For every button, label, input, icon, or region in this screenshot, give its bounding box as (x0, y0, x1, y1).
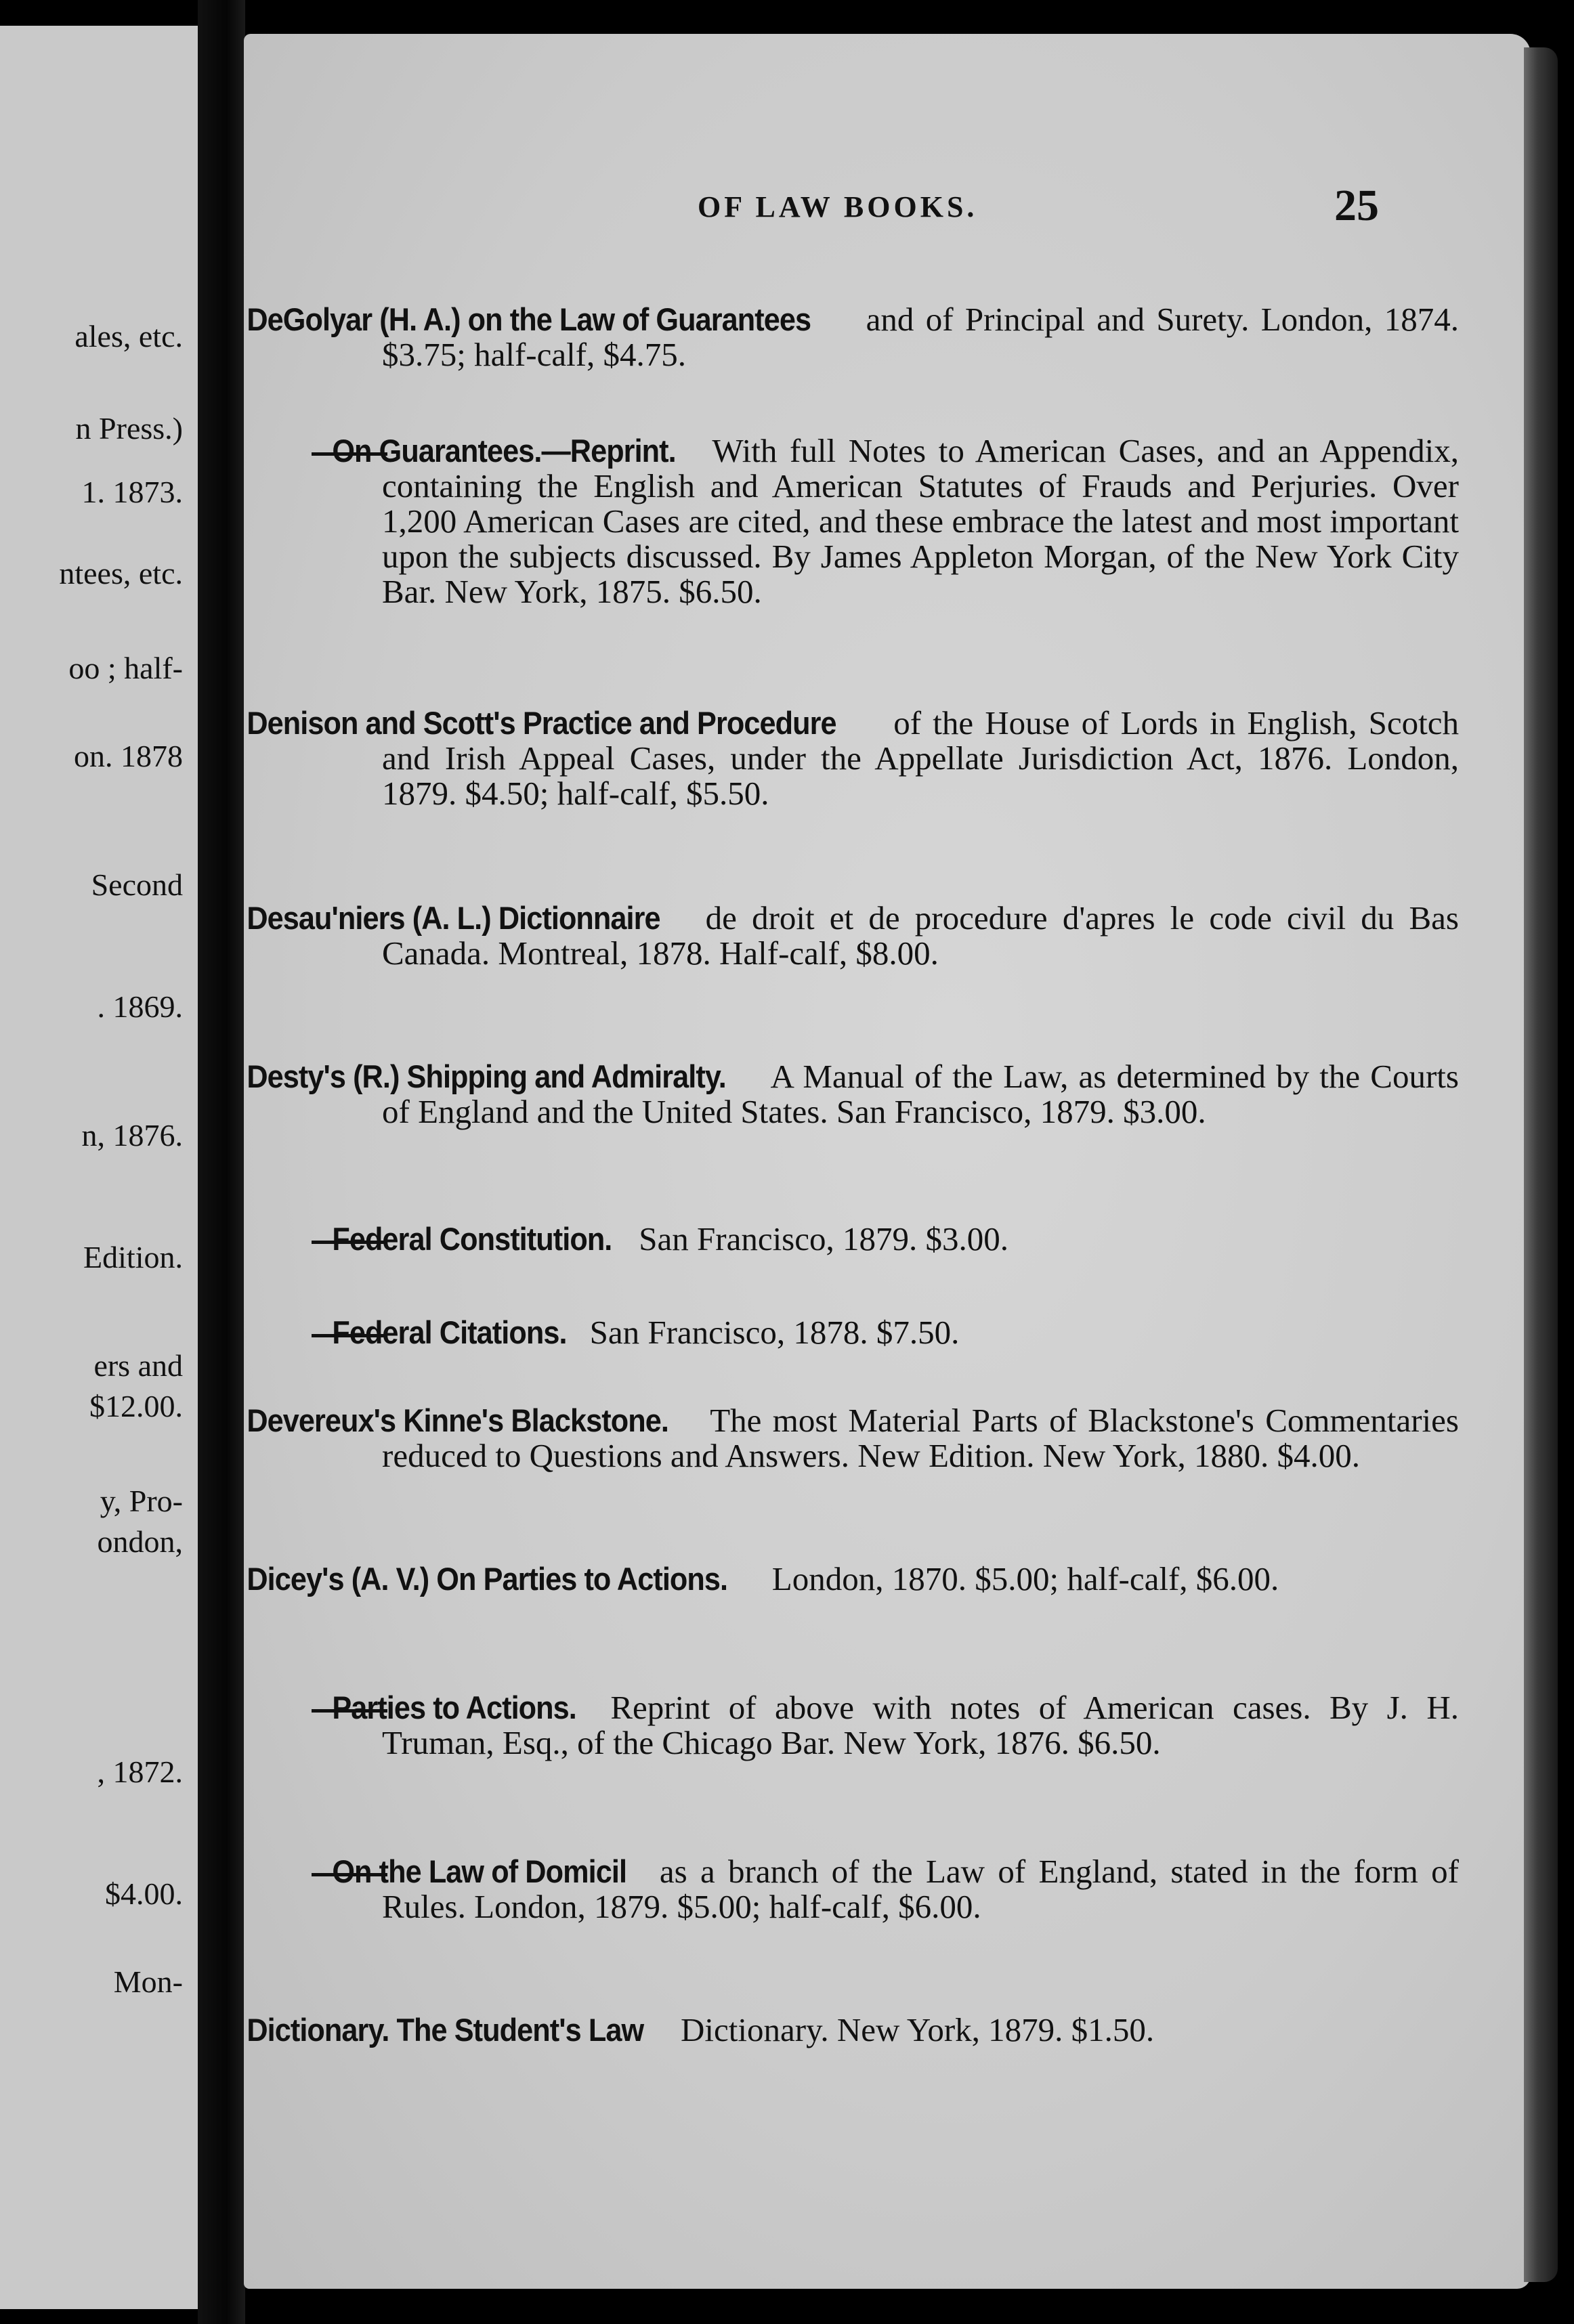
entry-description: and of Principal and Surety. London, 1874. $3.75; half-calf, $4.75. (382, 301, 1459, 373)
entry-heading: On Guarantees.—Reprint. (332, 433, 676, 469)
entry-description: as a branch of the Law of England, stated in the form of Rules. London, 1879. $5.00; half-calf, $6.00. (382, 1853, 1459, 1925)
left-page-text-fragment: , 1872. (97, 1755, 183, 1789)
left-page-text-fragment: $4.00. (105, 1876, 183, 1911)
entry-heading: Federal Citations. (332, 1314, 567, 1350)
entry-heading: Dicey's (A. V.) On Parties to Actions. (247, 1561, 728, 1597)
entry-description: San Francisco, 1878. $7.50. (581, 1314, 960, 1351)
entry-heading: Dictionary. The Student's Law (247, 2012, 644, 2048)
entry-description: A Manual of the Law, as determined by the Courts of England and the United States. San Francisco, 1879. $3.00. (382, 1058, 1459, 1130)
catalog-entry (247, 301, 1459, 373)
left-page-text-fragment: 1. 1873. (81, 475, 183, 509)
left-page-text-fragment: . 1869. (97, 989, 183, 1024)
left-page-text-fragment: $12.00. (89, 1389, 183, 1423)
entry-description: Reprint of above with notes of American cases. By J. H. Truman, Esq., of the Chicago Bar. New York, 1876. $6.50. (382, 1689, 1459, 1761)
entry-description: de droit et de procedure d'apres le code civil du Bas Canada. Montreal, 1878. Half-calf, $8.00. (382, 899, 1459, 972)
entry-heading: Desau'niers (A. L.) Dictionnaire (247, 900, 660, 936)
catalog-entry (247, 1560, 1459, 1597)
page-edge (1524, 47, 1558, 2282)
catalog-entry (312, 1854, 1459, 1924)
left-page-text-fragment: n, 1876. (81, 1118, 183, 1153)
entry-description: The most Material Parts of Blackstone's Commentaries reduced to Questions and Answers. New Edition. New York, 1880. $4.00. (382, 1402, 1459, 1474)
catalog-entry (247, 899, 1459, 972)
catalog-entry (312, 1222, 1459, 1257)
left-page-text-fragment: on. 1878 (74, 739, 183, 773)
left-page-text-fragment: ondon, (97, 1524, 183, 1559)
entry-heading: DeGolyar (H. A.) on the Law of Guarantees (247, 301, 811, 337)
entry-description: San Francisco, 1879. $3.00. (631, 1220, 1008, 1257)
left-page-text-fragment: Second (91, 867, 183, 902)
left-page-text-fragment: oo ; half- (68, 651, 183, 685)
left-page-text-fragment: ales, etc. (75, 319, 183, 353)
entry-description: London, 1870. $5.00; half-calf, $6.00. (763, 1560, 1279, 1597)
book-gutter (198, 0, 245, 2324)
header-title: OF LAW BOOKS. (698, 190, 978, 223)
entry-heading: On the Law of Domicil (332, 1853, 627, 1889)
entry-heading: Denison and Scott's Practice and Procedure (247, 705, 836, 741)
catalog-entry (247, 1058, 1459, 1130)
entry-heading: Parties to Actions. (332, 1690, 576, 1725)
left-page-fragment (0, 26, 202, 2309)
left-page-text-fragment: ers and (93, 1348, 183, 1383)
entry-description: With full Notes to American Cases, and an Appendix, containing the English and American Statutes of Frauds and Perjuries. Over 1,200 American Cases are cited, and these embrace the latest and most important upon the subjects discussed. By James Appleton Morgan, of the New York City Bar. New York, 1875. $6.50. (382, 432, 1459, 610)
entry-heading: Desty's (R.) Shipping and Admiralty. (247, 1058, 726, 1094)
catalog-entry (312, 433, 1459, 609)
entry-heading: Devereux's Kinne's Blackstone. (247, 1402, 668, 1438)
catalog-entry (247, 704, 1459, 812)
left-page-text-fragment: Edition. (83, 1240, 183, 1274)
catalog-entry (312, 1315, 1459, 1350)
entry-description: Dictionary. New York, 1879. $1.50. (672, 2011, 1155, 2048)
page-number: 25 (1334, 181, 1379, 230)
left-page-text-fragment: ntees, etc. (59, 556, 183, 590)
entry-description: of the House of Lords in English, Scotch and Irish Appeal Cases, under the Appellate Jurisdiction Act, 1876. London, 1879. $4.50; half-calf, $5.50. (382, 704, 1459, 812)
catalog-entry (312, 1690, 1459, 1761)
catalog-entry (247, 1402, 1459, 1474)
left-page-text-fragment: y, Pro- (100, 1484, 183, 1518)
catalog-entry (247, 2011, 1459, 2048)
left-page-text-fragment: Mon- (113, 1964, 183, 1999)
left-page-text-fragment: n Press.) (75, 411, 183, 446)
entry-heading: Federal Constitution. (332, 1221, 612, 1257)
